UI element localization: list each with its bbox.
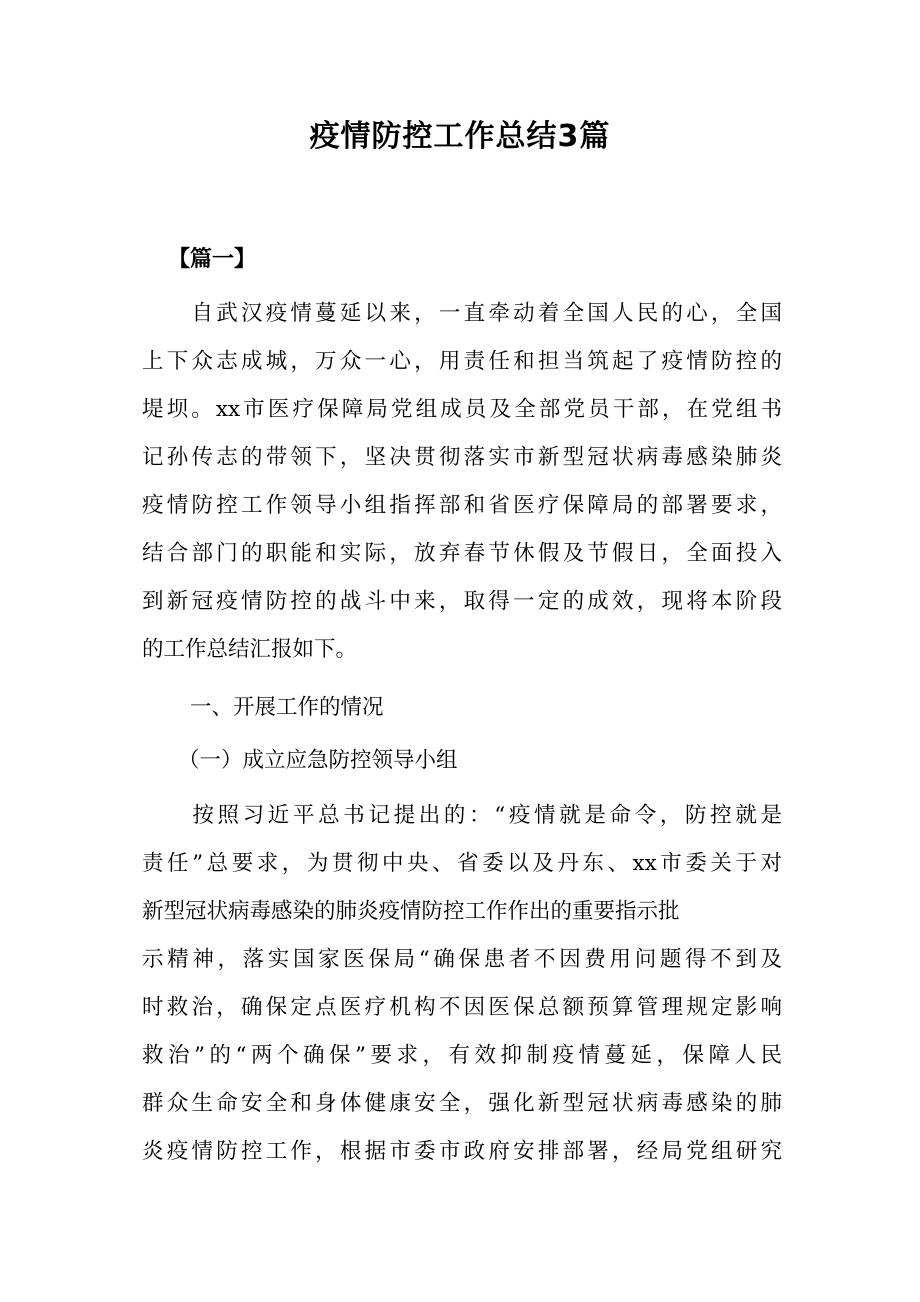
heading-2: （一）成立应急防控领导小组 xyxy=(178,748,458,773)
paragraph1-line-5: 疫情防控工作领导小组指挥部和省医疗保障局的部署要求， xyxy=(142,493,782,518)
paragraph1-line-4: 记孙传志的带领下，坚决贯彻落实市新型冠状病毒感染肺炎 xyxy=(142,445,782,470)
paragraph1-line-2: 上下众志成城，万众一心，用责任和担当筑起了疫情防控的 xyxy=(142,349,782,374)
paragraph2-line-5: 时救治，确保定点医疗机构不因医保总额预算管理规定影响 xyxy=(142,995,782,1020)
heading-1: 一、开展工作的情况 xyxy=(190,695,384,720)
paragraph2-line-6: 救治”的“两个确保”要求，有效抑制疫情蔓延，保障人民 xyxy=(142,1043,782,1068)
paragraph2-line-7: 群众生命安全和身体健康安全，强化新型冠状病毒感染的肺 xyxy=(142,1091,782,1116)
paragraph2-line-4: 示精神，落实国家医保局“确保患者不因费用问题得不到及 xyxy=(142,947,782,972)
paragraph1-line-1: 自武汉疫情蔓延以来，一直牵动着全国人民的心，全国 xyxy=(142,301,782,326)
section-label: 【篇一】 xyxy=(168,247,257,272)
paragraph1-line-7: 到新冠疫情防控的战斗中来，取得一定的成效，现将本阶段 xyxy=(142,589,782,614)
paragraph2-line-2: 责任”总要求，为贯彻中央、省委以及丹东、xx市委关于对 xyxy=(142,851,782,876)
paragraph2-line-8: 炎疫情防控工作，根据市委市政府安排部署，经局党组研究 xyxy=(142,1139,782,1164)
paragraph1-line-8: 的工作总结汇报如下。 xyxy=(142,637,358,662)
paragraph1-line-3: 堤坝。xx市医疗保障局党组成员及全部党员干部，在党组书 xyxy=(142,397,782,422)
paragraph2-line-3: 新型冠状病毒感染的肺炎疫情防控工作作出的重要指示批 xyxy=(142,899,680,924)
paragraph2-line-1: 按照习近平总书记提出的：“疫情就是命令，防控就是 xyxy=(142,803,782,828)
document-title: 疫情防控工作总结3篇 xyxy=(309,119,611,154)
paragraph1-line-6: 结合部门的职能和实际，放弃春节休假及节假日，全面投入 xyxy=(142,541,782,566)
